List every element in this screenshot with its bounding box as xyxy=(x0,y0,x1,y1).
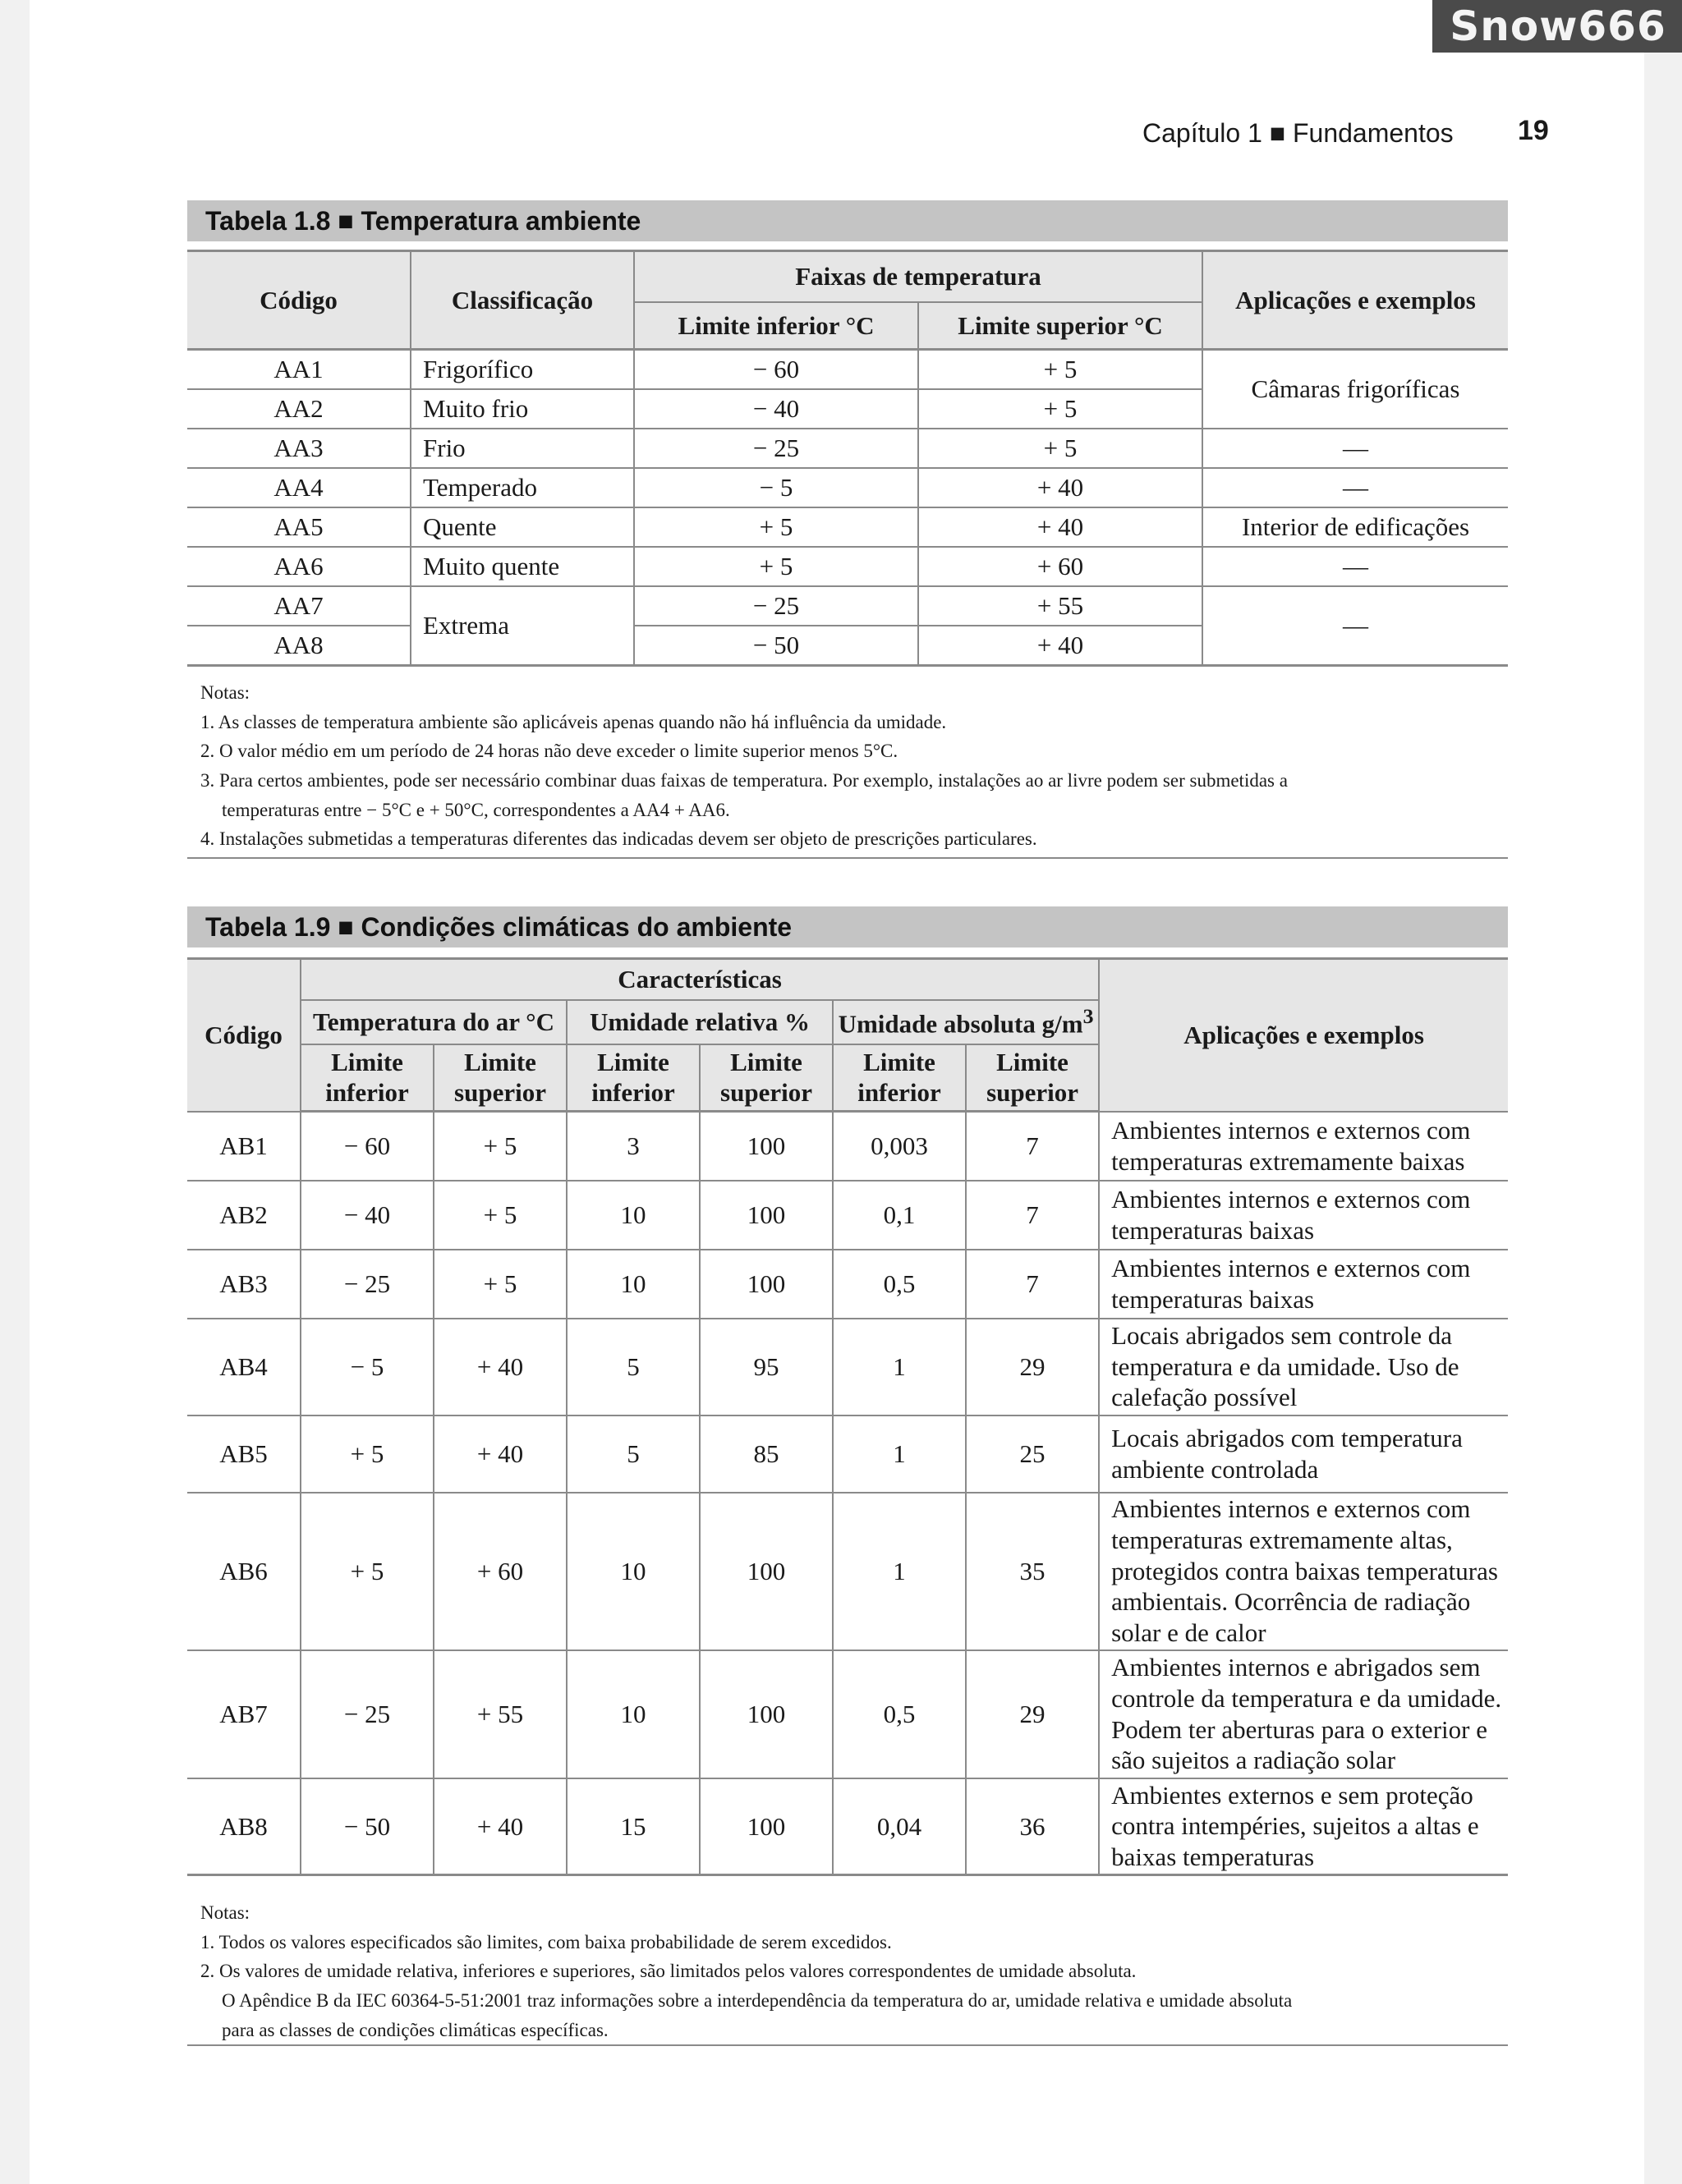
cell-temp-inf: − 25 xyxy=(301,1250,434,1319)
table-row xyxy=(187,1778,1508,1875)
cell-temp-sup: + 5 xyxy=(434,1250,567,1319)
table-row xyxy=(187,1250,1508,1319)
cell-code: AB8 xyxy=(187,1778,301,1875)
table-1-8 xyxy=(187,250,1508,667)
cell-code: AB6 xyxy=(187,1493,301,1650)
divider xyxy=(187,2044,1508,2046)
cell-inf: − 60 xyxy=(634,350,918,390)
cell-app: Ambientes internos e externos com temperaturas baixas xyxy=(1099,1250,1508,1319)
cell-temp-sup: + 55 xyxy=(434,1650,567,1778)
cell-ur-inf: 3 xyxy=(567,1112,700,1181)
cell-class: Extrema xyxy=(411,586,634,666)
header-temp-limite-inferior: Limite inferior xyxy=(301,1044,434,1112)
cell-inf: − 25 xyxy=(634,586,918,626)
table-row xyxy=(187,1493,1508,1650)
cell-ua-sup: 25 xyxy=(966,1415,1099,1493)
header-codigo: Código xyxy=(187,251,411,350)
cell-temp-sup: + 5 xyxy=(434,1112,567,1181)
cell-sup: + 55 xyxy=(918,586,1202,626)
cell-ur-sup: 100 xyxy=(700,1250,833,1319)
cell-ua-inf: 0,1 xyxy=(833,1181,966,1250)
cell-ua-sup: 7 xyxy=(966,1250,1099,1319)
table-row xyxy=(187,429,1508,468)
cell-sup: + 5 xyxy=(918,350,1202,390)
cell-temp-inf: − 40 xyxy=(301,1181,434,1250)
header-classificacao: Classificação xyxy=(411,251,634,350)
header-umidade-absoluta-exponent: 3 xyxy=(1082,1004,1094,1029)
cell-ur-sup: 100 xyxy=(700,1650,833,1778)
cell-ur-inf: 10 xyxy=(567,1250,700,1319)
table-row xyxy=(187,1112,1508,1181)
cell-class: Temperado xyxy=(411,468,634,507)
header-ua-limite-inferior: Limite inferior xyxy=(833,1044,966,1112)
cell-temp-inf: − 50 xyxy=(301,1778,434,1875)
cell-app: Ambientes internos e externos com temperaturas extremamente baixas xyxy=(1099,1112,1508,1181)
note-1: 1. Todos os valores especificados são limites, com baixa probabilidade de serem excedidos. xyxy=(200,1931,892,1952)
cell-ur-inf: 10 xyxy=(567,1493,700,1650)
cell-code: AB4 xyxy=(187,1319,301,1415)
cell-sup: + 5 xyxy=(918,429,1202,468)
header-codigo: Código xyxy=(187,959,301,1112)
cell-ur-inf: 5 xyxy=(567,1415,700,1493)
cell-app: Ambientes internos e externos com temperaturas baixas xyxy=(1099,1181,1508,1250)
header-limite-inferior: Limite inferior °C xyxy=(634,302,918,350)
note-3: 3. Para certos ambientes, pode ser necessário combinar duas faixas de temperatura. Por exemplo, instalações ao ar livre podem ser submetidas a xyxy=(200,769,1288,791)
cell-ua-sup: 7 xyxy=(966,1181,1099,1250)
cell-inf: − 40 xyxy=(634,389,918,429)
cell-code: AB5 xyxy=(187,1415,301,1493)
running-head: Capítulo 1 ■ Fundamentos xyxy=(1142,118,1454,148)
header-umidade-absoluta xyxy=(833,1000,1099,1044)
cell-ur-inf: 10 xyxy=(567,1181,700,1250)
cell-app: Locais abrigados sem controle da temperatura e da umidade. Uso de calefação possível xyxy=(1099,1319,1508,1415)
table-row xyxy=(187,547,1508,586)
note-2: 2. Os valores de umidade relativa, inferiores e superiores, são limitados pelos valores correspondentes de umidade absoluta. xyxy=(200,1961,1137,1982)
cell-app: Locais abrigados com temperatura ambiente controlada xyxy=(1099,1415,1508,1493)
table-row xyxy=(187,1650,1508,1778)
cell-app: — xyxy=(1202,429,1508,468)
cell-ur-sup: 100 xyxy=(700,1778,833,1875)
note-4: 4. Instalações submetidas a temperaturas diferentes das indicadas devem ser objeto de prescrições particulares. xyxy=(200,828,1037,850)
table-row xyxy=(187,468,1508,507)
cell-ur-sup: 100 xyxy=(700,1493,833,1650)
table-1-9 xyxy=(187,957,1508,1876)
cell-class: Quente xyxy=(411,507,634,547)
cell-ur-sup: 85 xyxy=(700,1415,833,1493)
table-row xyxy=(187,1181,1508,1250)
cell-app: Ambientes externos e sem proteção contra intempéries, sujeitos a altas e baixas temperaturas xyxy=(1099,1778,1508,1875)
header-limite-superior: Limite superior °C xyxy=(918,302,1202,350)
cell-code: AA3 xyxy=(187,429,411,468)
cell-inf: + 5 xyxy=(634,507,918,547)
table-row xyxy=(187,507,1508,547)
header-ur-limite-inferior: Limite inferior xyxy=(567,1044,700,1112)
cell-class: Frigorífico xyxy=(411,350,634,390)
table-row xyxy=(187,1319,1508,1415)
cell-sup: + 40 xyxy=(918,626,1202,666)
cell-ur-sup: 100 xyxy=(700,1181,833,1250)
note-2-continued: O Apêndice B da IEC 60364-5-51:2001 traz informações sobre a interdependência da temperatura do ar, umidade relativa e umidade absoluta xyxy=(222,1989,1293,2011)
cell-class: Muito quente xyxy=(411,547,634,586)
cell-code: AA8 xyxy=(187,626,411,666)
watermark-logo: Snow666 xyxy=(1432,0,1682,53)
header-ua-limite-superior: Limite superior xyxy=(966,1044,1099,1112)
cell-code: AB7 xyxy=(187,1650,301,1778)
cell-code: AB1 xyxy=(187,1112,301,1181)
cell-sup: + 5 xyxy=(918,389,1202,429)
header-aplicacoes: Aplicações e exemplos xyxy=(1099,959,1508,1112)
cell-ua-inf: 1 xyxy=(833,1493,966,1650)
cell-temp-sup: + 5 xyxy=(434,1181,567,1250)
note-2-continued-2: para as classes de condições climáticas específicas. xyxy=(222,2019,609,2040)
notes-heading: Notas: xyxy=(200,1902,250,1923)
cell-ua-sup: 36 xyxy=(966,1778,1099,1875)
cell-temp-sup: + 40 xyxy=(434,1415,567,1493)
cell-temp-inf: − 25 xyxy=(301,1650,434,1778)
cell-inf: − 5 xyxy=(634,468,918,507)
note-3-continued: temperaturas entre − 5°C e + 50°C, correspondentes a AA4 + AA6. xyxy=(222,799,730,820)
cell-ua-inf: 1 xyxy=(833,1319,966,1415)
cell-code: AA6 xyxy=(187,547,411,586)
cell-ur-inf: 10 xyxy=(567,1650,700,1778)
cell-ua-inf: 0,003 xyxy=(833,1112,966,1181)
cell-ua-sup: 7 xyxy=(966,1112,1099,1181)
cell-app: Interior de edificações xyxy=(1202,507,1508,547)
cell-ur-sup: 95 xyxy=(700,1319,833,1415)
cell-ur-sup: 100 xyxy=(700,1112,833,1181)
cell-inf: − 25 xyxy=(634,429,918,468)
cell-ua-sup: 29 xyxy=(966,1650,1099,1778)
cell-code: AB2 xyxy=(187,1181,301,1250)
cell-temp-inf: − 60 xyxy=(301,1112,434,1181)
cell-sup: + 60 xyxy=(918,547,1202,586)
header-faixas: Faixas de temperatura xyxy=(634,251,1202,302)
header-caracteristicas: Características xyxy=(301,959,1099,1000)
cell-ua-sup: 35 xyxy=(966,1493,1099,1650)
cell-ua-inf: 0,5 xyxy=(833,1250,966,1319)
header-aplicacoes: Aplicações e exemplos xyxy=(1202,251,1508,350)
table-1-9-notes xyxy=(200,1898,1506,2044)
cell-inf: − 50 xyxy=(634,626,918,666)
cell-temp-sup: + 60 xyxy=(434,1493,567,1650)
cell-ua-inf: 0,5 xyxy=(833,1650,966,1778)
table-row xyxy=(187,586,1508,626)
cell-ua-sup: 29 xyxy=(966,1319,1099,1415)
cell-temp-inf: + 5 xyxy=(301,1493,434,1650)
cell-ua-inf: 1 xyxy=(833,1415,966,1493)
table-row xyxy=(187,1415,1508,1493)
cell-ur-inf: 5 xyxy=(567,1319,700,1415)
cell-app: Câmaras frigoríficas xyxy=(1202,350,1508,429)
table-1-8-title: Tabela 1.8 ■ Temperatura ambiente xyxy=(187,200,1508,241)
divider xyxy=(187,857,1508,859)
note-2: 2. O valor médio em um período de 24 horas não deve exceder o limite superior menos 5°C. xyxy=(200,741,898,762)
cell-temp-inf: − 5 xyxy=(301,1319,434,1415)
cell-inf: + 5 xyxy=(634,547,918,586)
cell-app: Ambientes internos e externos com temperaturas extremamente altas, protegidos contra baixas temperaturas ambientais. Ocorrência de radiação solar e de calor xyxy=(1099,1493,1508,1650)
cell-app: — xyxy=(1202,547,1508,586)
cell-code: AA7 xyxy=(187,586,411,626)
cell-temp-sup: + 40 xyxy=(434,1778,567,1875)
header-umidade-absoluta-label: Umidade absoluta g/m xyxy=(838,1009,1083,1039)
header-temp-limite-superior: Limite superior xyxy=(434,1044,567,1112)
table-1-8-notes xyxy=(200,678,1506,854)
table-1-9-title: Tabela 1.9 ■ Condições climáticas do ambiente xyxy=(187,906,1508,947)
cell-class: Frio xyxy=(411,429,634,468)
cell-temp-sup: + 40 xyxy=(434,1319,567,1415)
cell-ur-inf: 15 xyxy=(567,1778,700,1875)
cell-app: Ambientes internos e abrigados sem controle da temperatura e da umidade. Podem ter aberturas para o exterior e são sujeitos a radiação solar xyxy=(1099,1650,1508,1778)
cell-code: AA5 xyxy=(187,507,411,547)
cell-code: AA4 xyxy=(187,468,411,507)
header-temperatura-ar: Temperatura do ar °C xyxy=(301,1000,567,1044)
page-number: 19 xyxy=(1518,115,1549,146)
cell-code: AB3 xyxy=(187,1250,301,1319)
cell-sup: + 40 xyxy=(918,468,1202,507)
cell-temp-inf: + 5 xyxy=(301,1415,434,1493)
note-1: 1. As classes de temperatura ambiente são aplicáveis apenas quando não há influência da umidade. xyxy=(200,711,947,732)
header-ur-limite-superior: Limite superior xyxy=(700,1044,833,1112)
cell-app: — xyxy=(1202,586,1508,666)
table-row xyxy=(187,350,1508,390)
header-umidade-relativa: Umidade relativa % xyxy=(567,1000,833,1044)
cell-class: Muito frio xyxy=(411,389,634,429)
cell-sup: + 40 xyxy=(918,507,1202,547)
cell-app: — xyxy=(1202,468,1508,507)
notes-heading: Notas: xyxy=(200,682,250,703)
cell-code: AA1 xyxy=(273,355,324,384)
cell-ua-inf: 0,04 xyxy=(833,1778,966,1875)
cell-code: AA2 xyxy=(187,389,411,429)
